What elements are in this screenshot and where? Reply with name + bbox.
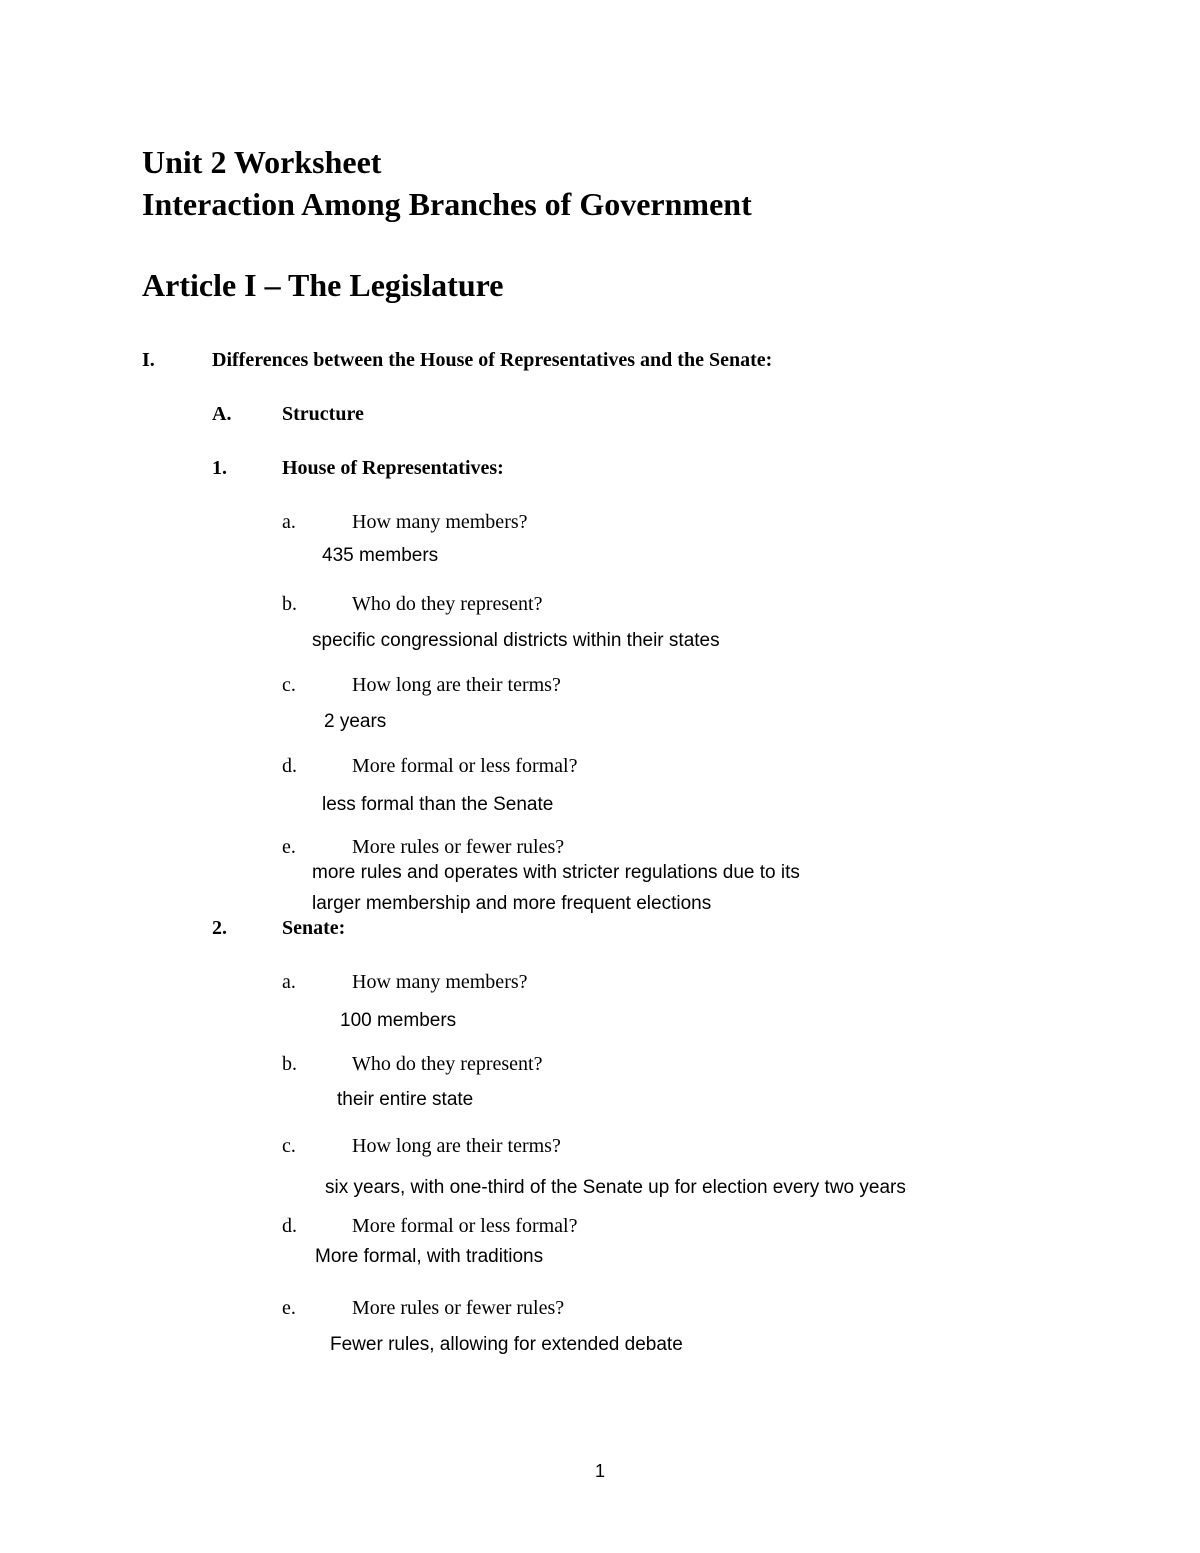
house-question-letter: c. <box>282 674 296 696</box>
senate-question-letter: d. <box>282 1215 297 1237</box>
senate-question-represent: Who do they represent? <box>352 1053 543 1075</box>
house-question-represent: Who do they represent? <box>352 593 543 615</box>
senate-question-letter: b. <box>282 1053 297 1075</box>
subsection-letter: A. <box>212 403 232 425</box>
house-question-letter: b. <box>282 593 297 615</box>
senate-question-letter: a. <box>282 971 296 993</box>
senate-answer-formal: More formal, with traditions <box>315 1246 544 1267</box>
senate-answer-represent: their entire state <box>337 1089 474 1110</box>
house-answer-represent: specific congressional districts within their states <box>312 630 720 651</box>
senate-question-formal: More formal or less formal? <box>352 1215 578 1237</box>
house-question-letter: e. <box>282 836 296 858</box>
senate-question-terms: How long are their terms? <box>352 1135 561 1157</box>
senate-question-letter: c. <box>282 1135 296 1157</box>
senate-number: 2. <box>212 917 227 939</box>
senate-label: Senate: <box>282 917 346 939</box>
article-heading: Article I – The Legislature <box>142 267 504 303</box>
house-question-formal: More formal or less formal? <box>352 755 578 777</box>
section-label: Differences between the House of Representatives and the Senate: <box>212 349 773 371</box>
subsection-label: Structure <box>282 403 364 425</box>
senate-answer-members: 100 members <box>340 1010 457 1031</box>
senate-answer-terms: six years, with one-third of the Senate up for election every two years <box>325 1177 906 1198</box>
house-label: House of Representatives: <box>282 457 504 479</box>
senate-answer-rules: Fewer rules, allowing for extended debate <box>330 1334 683 1355</box>
house-question-letter: a. <box>282 511 296 533</box>
house-question-terms: How long are their terms? <box>352 674 561 696</box>
house-number: 1. <box>212 457 227 479</box>
house-answer-formal: less formal than the Senate <box>322 794 554 815</box>
house-answer-rules: more rules and operates with stricter regulations due to its <box>312 862 800 883</box>
senate-question-rules: More rules or fewer rules? <box>352 1297 565 1319</box>
house-question-rules: More rules or fewer rules? <box>352 836 565 858</box>
worksheet-title: Unit 2 Worksheet <box>142 144 382 180</box>
house-answer-members: 435 members <box>322 545 439 566</box>
house-question-members: How many members? <box>352 511 528 533</box>
house-answer-rules-continued: larger membership and more frequent elections <box>312 893 712 914</box>
house-question-letter: d. <box>282 755 297 777</box>
senate-question-members: How many members? <box>352 971 528 993</box>
section-number: I. <box>142 349 155 371</box>
page-number: 1 <box>595 1461 606 1481</box>
senate-question-letter: e. <box>282 1297 296 1319</box>
worksheet-subtitle: Interaction Among Branches of Government <box>142 186 752 222</box>
house-answer-terms: 2 years <box>324 711 387 732</box>
